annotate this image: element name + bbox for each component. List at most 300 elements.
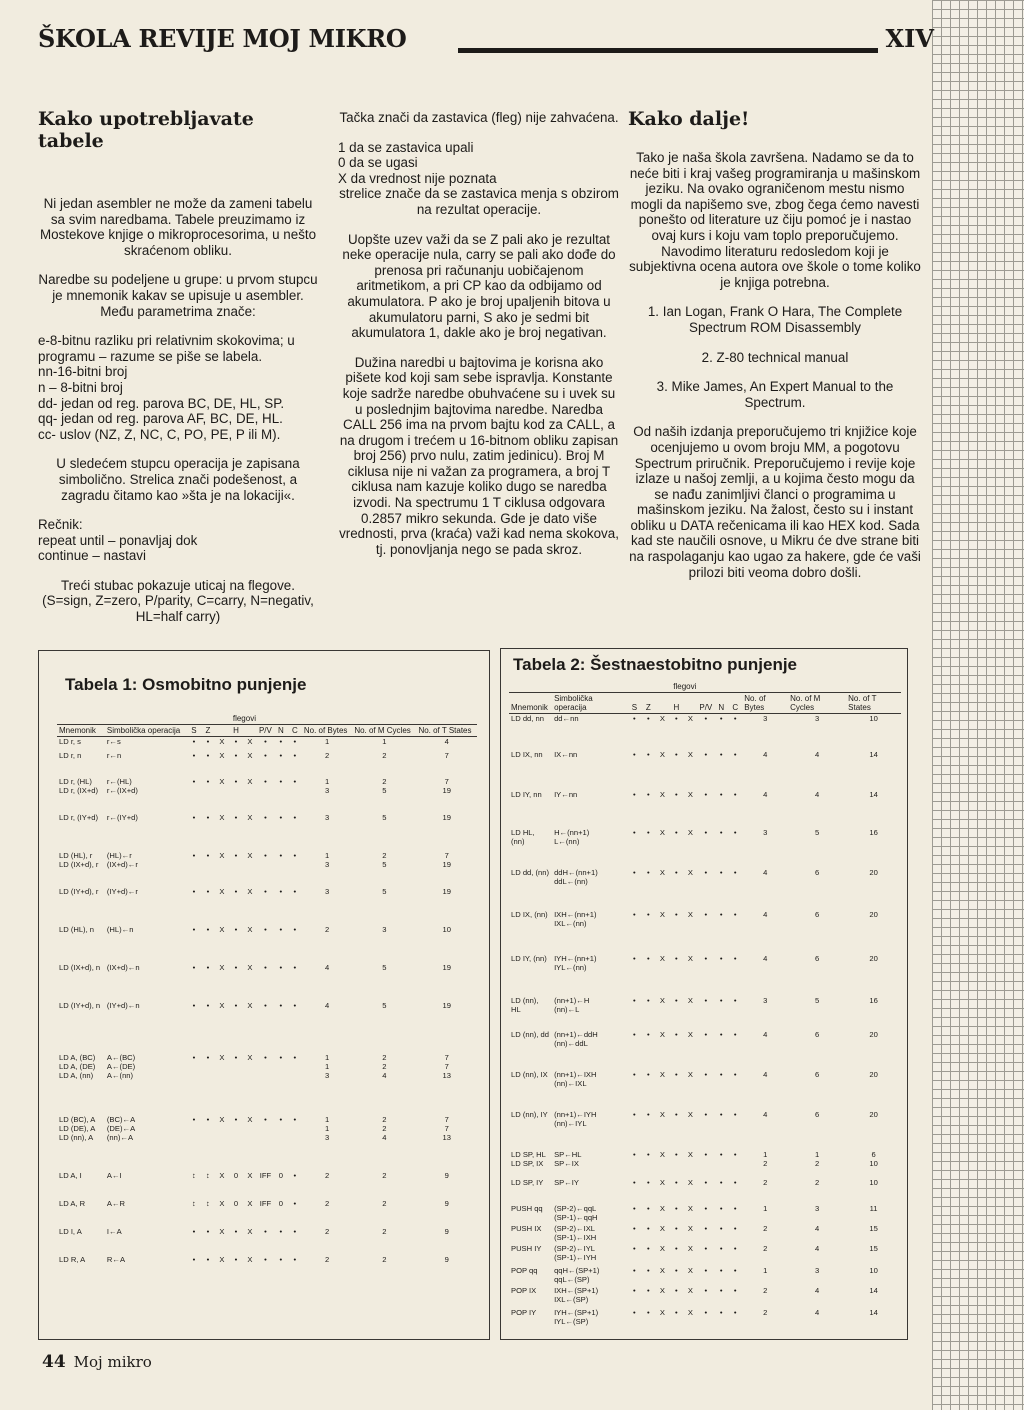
cell-flag: X — [659, 1069, 665, 1079]
cell-flag: IFF — [259, 1198, 272, 1208]
header-c: C — [728, 693, 742, 714]
cell-count: 3 — [324, 886, 330, 896]
cell-flag: • — [675, 1029, 678, 1039]
table-row — [509, 1204, 901, 1224]
cell-count: 10 — [442, 924, 451, 934]
definition: nn-16-bitni broj — [38, 364, 128, 380]
cell-count: 1 1 3 — [324, 1114, 330, 1142]
cell-operation: (nn+1)←IXH (nn)←IXL — [554, 1069, 597, 1088]
table-row — [57, 751, 477, 777]
heading-next: Kako dalje! — [628, 108, 750, 130]
cell-flag: X — [659, 1177, 665, 1187]
cell-flag: • — [719, 1203, 723, 1213]
table-row — [509, 1266, 901, 1286]
cell-flag: • — [704, 749, 708, 759]
cell-flag: • — [206, 850, 210, 860]
cell-flag: • — [675, 789, 678, 799]
header-s: S — [627, 693, 641, 714]
column-2 — [338, 110, 620, 571]
cell-flag: • — [234, 812, 238, 822]
cell-count: 1 — [382, 737, 387, 746]
cell-flag: X — [687, 827, 693, 837]
cell-flag: X — [659, 909, 665, 919]
cell-count: 5 — [815, 827, 820, 837]
cell-flag: X — [247, 737, 253, 746]
cell-flag: • — [264, 750, 267, 760]
cell-count: 2 2 4 — [382, 1114, 387, 1142]
cell-flag: • — [264, 1114, 267, 1124]
cell-flag: • — [234, 962, 238, 972]
cell-mnemonic: LD dd, (nn) — [511, 867, 549, 877]
cell-mnemonic: LD SP, HL LD SP, IX — [511, 1149, 546, 1168]
table-row — [57, 1227, 477, 1255]
cell-flag: • — [647, 1203, 650, 1213]
cell-count: 14 — [869, 1307, 878, 1317]
cell-count: 2 — [763, 1243, 768, 1253]
cell-flag: • — [633, 789, 636, 799]
cell-operation: (IX+d)←n — [106, 962, 140, 972]
cell-count: 2 — [815, 1177, 820, 1187]
cell-count: 11 — [869, 1203, 878, 1213]
header-m: No. of M Cycles — [352, 725, 416, 737]
cell-operation: (nn+1)←IYH (nn)←IYL — [554, 1109, 597, 1128]
cell-count: 6 — [815, 1069, 820, 1079]
cell-operation: qqH←(SP+1) qqL←(SP) — [554, 1265, 600, 1284]
cell-flag: X — [247, 1254, 253, 1264]
cell-flag: • — [279, 1226, 283, 1236]
cell-flag: • — [279, 1254, 283, 1264]
cell-flag: • — [206, 750, 210, 760]
dictionary-entry: repeat until – ponavljaj dok — [38, 532, 198, 548]
cell-flag: • — [647, 789, 650, 799]
cell-count: 14 — [869, 1285, 878, 1295]
table-2-title: Tabela 2: Šestnaestobitno punjenje — [513, 655, 798, 674]
cell-flag: • — [704, 1203, 708, 1213]
cell-flag: • — [719, 1265, 723, 1275]
cell-mnemonic: LD (nn), dd — [511, 1029, 549, 1039]
cell-flag: • — [293, 1170, 297, 1180]
table-row — [57, 777, 477, 813]
cell-operation: IYH←(SP+1) IYL←(SP) — [554, 1307, 599, 1326]
cell-operation: R←A — [106, 1254, 126, 1264]
cell-flag: • — [279, 812, 283, 822]
cell-flag: • — [293, 850, 297, 860]
cell-mnemonic: LD IY, (nn) — [511, 953, 547, 963]
table-row — [509, 828, 901, 868]
cell-flag: • — [733, 995, 737, 1005]
cell-count: 4 — [444, 737, 449, 746]
cell-flag: • — [647, 1243, 650, 1253]
cell-mnemonic: LD (IY+d), n — [59, 1000, 101, 1010]
cell-flag: • — [704, 953, 708, 963]
cell-mnemonic: PUSH IY — [511, 1243, 542, 1253]
cell-flag: • — [234, 1254, 238, 1264]
table-row — [509, 1030, 901, 1070]
cell-flag: • — [733, 714, 737, 723]
table-row — [509, 750, 901, 790]
cell-flag: • — [264, 1052, 267, 1062]
cell-flag: X — [687, 1243, 693, 1253]
cell-flag: X — [687, 1307, 693, 1317]
cell-count: 7 19 — [442, 776, 451, 795]
series-title: ŠKOLA REVIJE MOJ MIKRO — [38, 24, 407, 53]
cell-count: 4 — [815, 1243, 820, 1253]
cell-count: 19 — [442, 812, 451, 822]
cell-flag: X — [659, 714, 665, 723]
cell-flag: X — [219, 1052, 225, 1062]
reference: 3. Mike James, An Expert Manual to the Spectrum. — [656, 379, 894, 410]
cell-flag: • — [264, 737, 267, 746]
header-spacer — [742, 681, 901, 693]
header-h: H — [669, 693, 683, 714]
cell-count: 7 19 — [442, 850, 451, 869]
header-unlabeled — [243, 725, 257, 737]
list-item: 0 da se ugasi — [338, 155, 418, 171]
cell-flag: • — [633, 1285, 636, 1295]
table-row — [509, 714, 901, 750]
cell-mnemonic: LD r, (HL) LD r, (IX+d) — [59, 776, 99, 795]
list-item: X da vrednost nije poznata — [338, 170, 497, 186]
table-row — [57, 851, 477, 887]
cell-flag: X — [659, 749, 665, 759]
cell-operation: (BC)←A (DE)←A (nn)←A — [106, 1114, 136, 1142]
cell-flag: • — [206, 1226, 210, 1236]
cell-flag: X — [219, 1114, 225, 1124]
cell-mnemonic: POP qq — [511, 1265, 538, 1275]
cell-count: 20 — [869, 1029, 878, 1039]
cell-flag: X — [659, 1265, 665, 1275]
cell-flag: • — [719, 867, 723, 877]
cell-flag: • — [733, 1069, 737, 1079]
cell-flag: • — [719, 1285, 723, 1295]
cell-count: 4 — [324, 962, 330, 972]
table-row — [509, 790, 901, 828]
cell-operation: r←n — [106, 750, 122, 760]
cell-count: 4 — [763, 789, 768, 799]
cell-count: 20 — [869, 1109, 878, 1119]
cell-operation: IXH←(nn+1) IXL←(nn) — [554, 909, 597, 928]
header-op: Simbolička operacija — [552, 693, 627, 714]
cell-count: 14 — [869, 749, 878, 759]
cell-flag: • — [719, 1109, 723, 1119]
cell-flag: • — [719, 827, 723, 837]
cell-flag: • — [293, 1198, 297, 1208]
cell-flag: • — [633, 909, 636, 919]
cell-count: 19 — [442, 1000, 451, 1010]
cell-flag: • — [704, 1177, 708, 1187]
section-number: XIV — [885, 24, 934, 53]
cell-flag: • — [633, 953, 636, 963]
cell-flag: X — [247, 1052, 253, 1062]
cell-flag: • — [647, 995, 650, 1005]
cell-flag: • — [675, 1177, 678, 1187]
cell-count: 1 2 — [815, 1149, 820, 1168]
cell-flag: • — [719, 1307, 723, 1317]
cell-flag: • — [675, 953, 678, 963]
cell-count: 5 — [382, 812, 387, 822]
cell-flag: • — [733, 827, 737, 837]
cell-count: 2 — [382, 750, 387, 760]
cell-flag: • — [647, 867, 650, 877]
cell-flag: X — [219, 1170, 225, 1180]
cell-count: 2 — [382, 1226, 387, 1236]
cell-flag: 0 — [278, 1198, 283, 1208]
cell-flag: X — [247, 1000, 253, 1010]
cell-count: 2 — [324, 1226, 330, 1236]
cell-flag: X — [219, 1198, 225, 1208]
cell-flag: • — [206, 776, 210, 786]
cell-flag: X — [687, 1029, 693, 1039]
cell-flag: • — [733, 1307, 737, 1317]
definition: cc- uslov (NZ, Z, NC, C, PO, PE, P ili M). — [38, 426, 281, 442]
cell-flag: • — [647, 953, 650, 963]
cell-flag: • — [192, 1114, 196, 1124]
cell-flag: • — [279, 1052, 283, 1062]
definition: n – 8-bitni broj — [38, 379, 123, 395]
table-1-box — [38, 650, 490, 1340]
cell-flag: • — [633, 1149, 636, 1159]
cell-mnemonic: LD (IY+d), r — [59, 886, 99, 896]
cell-flag: • — [264, 776, 267, 786]
cell-flag: X — [219, 1254, 225, 1264]
cell-mnemonic: LD (nn), IX — [511, 1069, 548, 1079]
header-t: No. of T States — [846, 693, 901, 714]
cell-mnemonic: LD (nn), HL — [511, 995, 539, 1014]
cell-count: 20 — [869, 909, 878, 919]
paragraph: Tačka znači da zastavica (fleg) nije zahvaćena. — [339, 110, 619, 125]
cell-count: 3 — [763, 714, 768, 723]
cell-flag: • — [192, 850, 196, 860]
header-t: No. of T States — [416, 725, 477, 737]
cell-flag: • — [633, 1177, 636, 1187]
cell-operation: I←A — [106, 1226, 122, 1236]
cell-flag: X — [247, 1114, 253, 1124]
cell-count: 10 — [869, 714, 878, 723]
cell-count: 5 — [382, 962, 387, 972]
dictionary-title: Rečnik: — [38, 517, 83, 533]
cell-flag: • — [279, 886, 283, 896]
cell-flag: • — [719, 1069, 723, 1079]
cell-flag: X — [247, 812, 253, 822]
cell-flag: • — [733, 1203, 737, 1213]
cell-operation: IYH←(nn+1) IYL←(nn) — [554, 953, 597, 972]
table-row — [509, 1178, 901, 1204]
cell-mnemonic: LD SP, IY — [511, 1177, 544, 1187]
cell-flag: • — [206, 1052, 210, 1062]
cell-flag: • — [234, 1226, 238, 1236]
cell-flag: • — [206, 962, 210, 972]
cell-flag: • — [293, 776, 297, 786]
cell-flag: X — [219, 750, 225, 760]
definition: dd- jedan od reg. parova BC, DE, HL, SP. — [38, 395, 285, 411]
cell-flag: X — [659, 1109, 665, 1119]
cell-flag: • — [633, 867, 636, 877]
cell-mnemonic: LD IX, (nn) — [511, 909, 548, 919]
cell-operation: A←(BC) A←(DE) A←(nn) — [106, 1052, 136, 1080]
cell-flag: • — [264, 962, 267, 972]
table-row — [57, 1199, 477, 1227]
cell-flag: X — [659, 1203, 665, 1213]
cell-flag: X — [219, 850, 225, 860]
paragraph: Uopšte uzev važi da se Z pali ako je rezultat neke operacije nula, carry se pali ako dođe do prenosa pri računanju uobičajenom aritmetikom, a pri CP kao da odbijamo od akumulatora. P ako je broj upaljenih bitova u akumulatoru parni, S ako je sedmi bit akumulatora 1, dakle ako je broj negativan. — [342, 231, 616, 341]
cell-mnemonic: LD (HL), n — [59, 924, 95, 934]
cell-flag: • — [675, 1285, 678, 1295]
table-row — [57, 1001, 477, 1053]
header-h: H — [229, 725, 243, 737]
cell-flag: • — [206, 924, 210, 934]
header-rule — [458, 48, 878, 53]
table-row — [509, 996, 901, 1030]
header-unlabeled — [215, 725, 229, 737]
cell-count: 4 — [763, 749, 768, 759]
cell-flag: X — [687, 789, 693, 799]
header-mnem: Mnemonik — [509, 693, 552, 714]
cell-flag: • — [279, 1114, 283, 1124]
cell-flag: • — [675, 995, 678, 1005]
cell-count: 10 — [869, 1265, 878, 1275]
cell-count: 1 — [763, 1203, 768, 1213]
column-3 — [628, 108, 922, 594]
cell-operation: IXH←(SP+1) IXL←(SP) — [554, 1285, 599, 1304]
table-2-box — [500, 648, 908, 1340]
page-number: 44 — [42, 1352, 66, 1372]
cell-flag: • — [675, 1069, 678, 1079]
cell-flag: ↕ — [192, 1198, 196, 1208]
cell-flag: • — [675, 1109, 678, 1119]
cell-count: 16 — [869, 827, 878, 837]
table-row — [509, 954, 901, 996]
cell-count: 5 — [382, 1000, 387, 1010]
table-row — [57, 963, 477, 1001]
cell-count: 4 — [763, 1069, 768, 1079]
paragraph: Od naših izdanja preporučujemo tri knjižice koje ocenjujemo u ovom broju MM, a pogotovu Spectrum priručnik. Preporučujemo i revije koje izlaze u našoj zemlji, a u kojima često mogu da se nađu zanimljivi članci o programima u mašinskom jeziku. Na žalost, često su i instant obliku u DATA rečenicama ili kao HEX kod. Sada kad ste naučili osnove, u Mikru će dve strane biti na raspolaganju kao ugao za hakere, gde će vaši prilozi biti veoma dobro došli. — [629, 424, 921, 580]
cell-flag: • — [733, 789, 737, 799]
cell-mnemonic: LD r, (IY+d) — [59, 812, 99, 822]
cell-flag: • — [633, 1069, 636, 1079]
cell-flag: X — [659, 1029, 665, 1039]
cell-operation: IY←nn — [554, 789, 578, 799]
cell-count: 15 — [869, 1223, 878, 1233]
cell-flag: X — [659, 789, 665, 799]
cell-flag: 0 — [278, 1170, 283, 1180]
cell-operation: SP←HL SP←IX — [554, 1149, 582, 1168]
paragraph: U sledećem stupcu operacija je zapisana simbolično. Strelica znači podešenost, a zagradu čitamo kao »šta je na lokaciji«. — [56, 456, 300, 503]
cell-count: 7 7 13 — [442, 1052, 451, 1080]
cell-count: 2 2 4 — [382, 1052, 387, 1080]
cell-flag: • — [704, 867, 708, 877]
table-row — [509, 1308, 901, 1334]
cell-count: 1 3 — [324, 776, 330, 795]
cell-flag: X — [219, 737, 225, 746]
cell-flag: ↕ — [206, 1170, 210, 1180]
cell-flag: • — [733, 749, 737, 759]
reference: 2. Z-80 technical manual — [701, 349, 849, 365]
table-2 — [509, 681, 901, 1334]
cell-mnemonic: LD A, I — [59, 1170, 82, 1180]
cell-flag: X — [659, 953, 665, 963]
cell-flag: • — [192, 1000, 196, 1010]
cell-flag: • — [733, 867, 737, 877]
cell-flag: • — [647, 1285, 650, 1295]
cell-flag: • — [206, 812, 210, 822]
cell-flag: • — [192, 962, 196, 972]
table-row — [509, 868, 901, 910]
cell-flag: • — [704, 714, 708, 723]
table-row — [509, 1150, 901, 1178]
cell-operation: (HL)←n — [106, 924, 134, 934]
cell-count: 1 — [763, 1265, 768, 1275]
cell-flag: • — [647, 714, 650, 723]
cell-flag: X — [687, 749, 693, 759]
cell-flag: • — [675, 827, 678, 837]
cell-count: 4 — [815, 749, 820, 759]
cell-count: 9 — [444, 1254, 449, 1264]
cell-count: 10 — [869, 1177, 878, 1187]
cell-flag: • — [733, 1109, 737, 1119]
cell-flag: X — [247, 1170, 253, 1180]
cell-flag: X — [247, 776, 253, 786]
cell-operation: A←I — [106, 1170, 122, 1180]
cell-operation: H←(nn+1) L←(nn) — [554, 827, 590, 846]
cell-flag: • — [647, 1149, 650, 1159]
cell-flag: • — [633, 1223, 636, 1233]
cell-count: 7 — [444, 750, 449, 760]
cell-operation: r←(HL) r←(IX+d) — [106, 776, 138, 795]
cell-operation: (IY+d)←r — [106, 886, 138, 896]
cell-flag: • — [206, 886, 210, 896]
cell-mnemonic: PUSH IX — [511, 1223, 542, 1233]
cell-mnemonic: POP IY — [511, 1307, 537, 1317]
cell-flag: • — [633, 1029, 636, 1039]
cell-flag: X — [687, 1149, 693, 1159]
cell-count: 6 — [815, 1029, 820, 1039]
cell-flag: X — [687, 1069, 693, 1079]
cell-flag: • — [675, 749, 678, 759]
cell-flag: • — [733, 1029, 737, 1039]
cell-flag: • — [234, 737, 238, 746]
cell-flag: • — [293, 750, 297, 760]
cell-flag: • — [733, 1265, 737, 1275]
cell-flag: X — [247, 962, 253, 972]
cell-count: 2 — [324, 1198, 330, 1208]
cell-count: 19 — [442, 962, 451, 972]
cell-flag: • — [733, 953, 737, 963]
cell-flag: • — [293, 962, 297, 972]
cell-mnemonic: LD r, s — [59, 737, 81, 746]
cell-flag: X — [247, 924, 253, 934]
cell-count: 1 3 — [324, 850, 330, 869]
cell-flag: X — [687, 714, 693, 723]
cell-flag: 0 — [233, 1170, 239, 1180]
magazine-name: Moj mikro — [73, 1353, 152, 1371]
cell-flag: • — [633, 749, 636, 759]
cell-count: 4 — [763, 1109, 768, 1119]
cell-flag: • — [647, 1109, 650, 1119]
cell-count: 6 — [815, 1109, 820, 1119]
header-pv: P/V — [697, 693, 714, 714]
cell-flag: • — [675, 1265, 678, 1275]
cell-flag: ↕ — [192, 1170, 196, 1180]
cell-operation: r←(IY+d) — [106, 812, 138, 822]
header-z: Z — [641, 693, 655, 714]
cell-count: 3 — [763, 995, 768, 1005]
cell-count: 20 — [869, 953, 878, 963]
cell-flag: X — [687, 953, 693, 963]
cell-flag: • — [234, 1052, 238, 1062]
page-footer — [42, 1352, 152, 1372]
cell-flag: • — [279, 750, 283, 760]
cell-count: 3 — [815, 714, 820, 723]
